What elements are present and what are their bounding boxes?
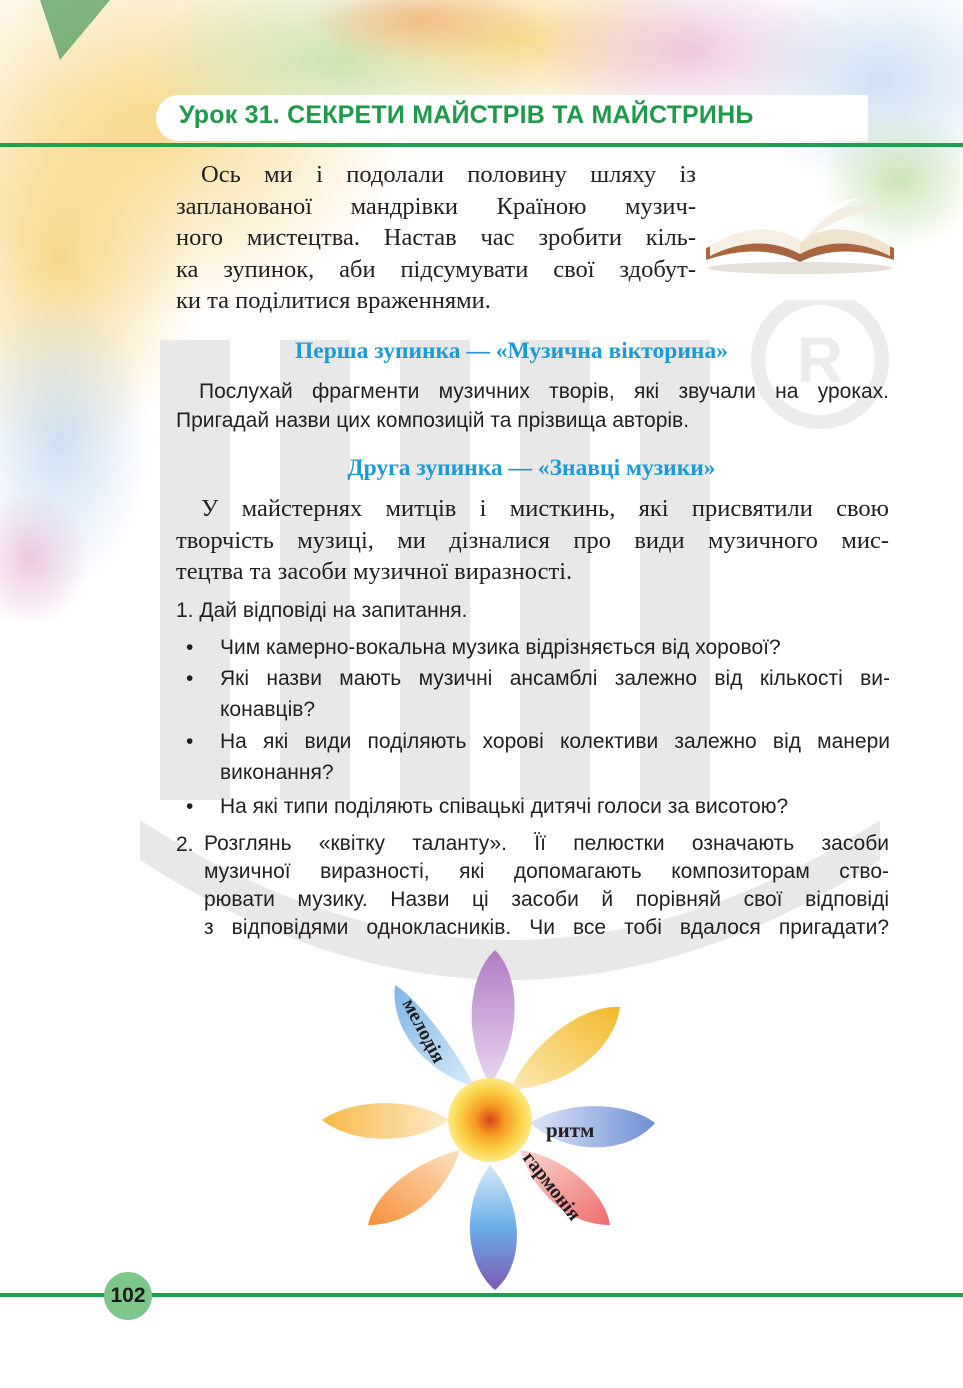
petal-left: [322, 1103, 450, 1139]
petal-lower-left: [368, 1150, 460, 1225]
experts-line: творчість музиці, ми дізналися про види музичного мис-: [176, 526, 889, 554]
task-2-line: Розглянь «квітку таланту». Її пелюстки означають засоби: [204, 832, 889, 855]
quiz-line: Пригадай назви цих композицій та прізвища авторів.: [176, 409, 690, 432]
title-underline: [0, 143, 963, 147]
task-2-line: з відповідями однокласників. Чи все тобі вдалося пригадати?: [204, 916, 889, 939]
task-2-text: [204, 830, 889, 942]
quiz-text: [176, 377, 889, 435]
open-book-icon: [700, 186, 900, 276]
task-2-number: 2.: [176, 833, 194, 856]
task-2-line: рювати музику. Назви ці засоби й порівняй свої відповіді: [204, 888, 889, 911]
question-line: виконання?: [220, 761, 334, 784]
intro-line: ного мистецтва. Настав час зробити кіль-: [176, 224, 696, 251]
intro-line: ка зупинок, аби підсумувати свої здобут-: [176, 255, 696, 283]
petal-label-melody: мелодія: [397, 995, 450, 1067]
petal-top: [472, 950, 515, 1085]
intro-line: Ось ми і подолали половину шляху із: [201, 161, 696, 188]
petal-label-harmony: гармонія: [518, 1147, 586, 1226]
experts-line: тецтва та засоби музичної виразності.: [176, 558, 573, 585]
petal-bottom: [470, 1165, 517, 1290]
question-line: На які типи поділяють співацькі дитячі голоси за висотою?: [220, 795, 789, 818]
bullet-icon: •: [186, 795, 194, 818]
task-1-label: [176, 596, 889, 625]
task-1-text: 1. Дай відповіді на запитання.: [176, 599, 468, 622]
bullet-icon: •: [186, 667, 194, 690]
bullet-icon: •: [186, 636, 194, 659]
experts-line: У майстернях митців і мисткинь, які присвятили свою: [201, 495, 889, 522]
petal-upper-right: [510, 1007, 620, 1090]
page-title: Урок 31. СЕКРЕТИ МАЙСТРІВ ТА МАЙСТРИНЬ: [179, 101, 754, 129]
question-line: Чим камерно-вокальна музика відрізняється від хорової?: [220, 636, 781, 659]
petal-label-rhythm: ритм: [546, 1118, 595, 1142]
question-line: Які назви мають музичні ансамблі залежно від кількості ви-: [220, 667, 890, 690]
section-heading-quiz: Перша зупинка — «Музична вікторина»: [295, 338, 728, 364]
svg-text:R: R: [796, 324, 844, 396]
question-line: конавців?: [220, 698, 316, 721]
intro-line: ки та поділитися враженнями.: [176, 287, 491, 314]
bullet-icon: •: [186, 730, 194, 753]
quiz-line: Послухай фрагменти музичних творів, які звучали на уроках.: [199, 380, 889, 403]
talent-flower-icon: [310, 945, 670, 1295]
intro-paragraph: [176, 159, 696, 317]
question-line: На які види поділяють хорові колективи залежно від манери: [220, 730, 890, 753]
intro-line: запланованої мандрівки Країною музич-: [176, 192, 696, 220]
page-number-badge: [104, 1272, 152, 1320]
task-2-line: музичної виразності, які допомагають композиторам ство-: [204, 860, 889, 883]
experts-paragraph: [176, 493, 889, 588]
page-number: 102: [110, 1284, 146, 1307]
section-heading-experts: Друга зупинка — «Знавці музики»: [347, 455, 716, 481]
